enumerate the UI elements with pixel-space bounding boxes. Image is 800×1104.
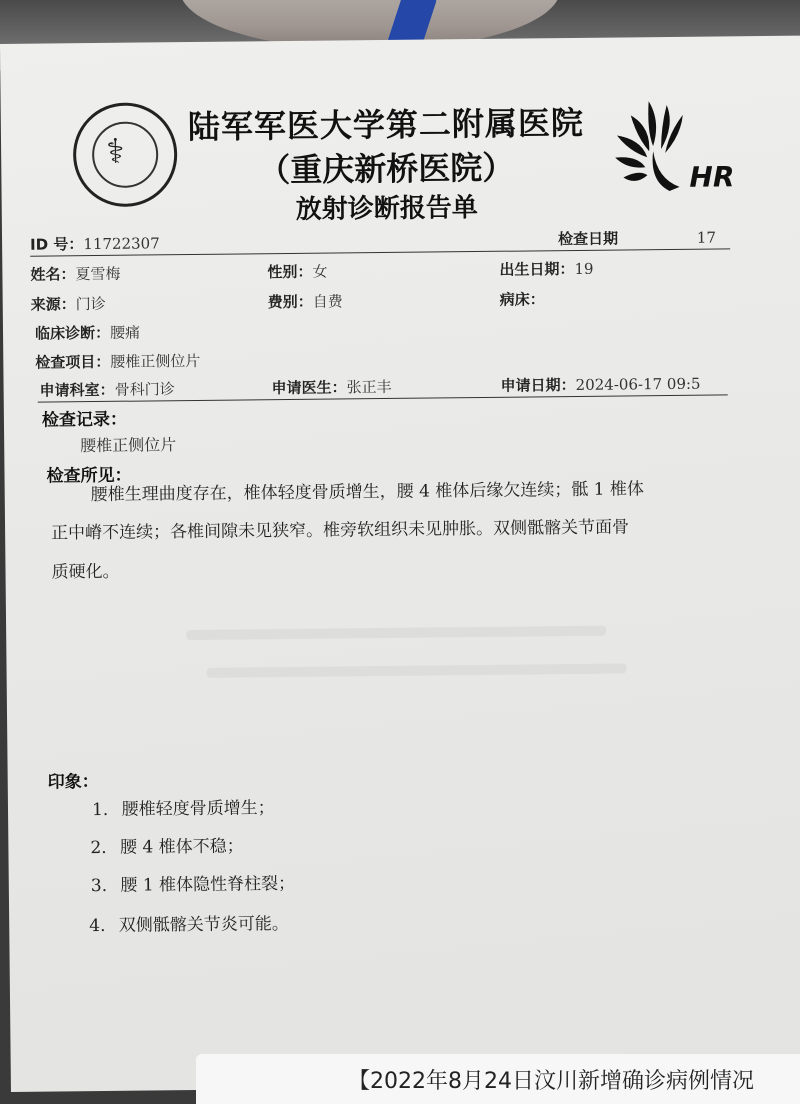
dept-row <box>40 378 175 400</box>
gender-row <box>267 261 327 283</box>
dept-value: 骨科门诊 <box>115 380 175 399</box>
report-title: 放射诊断报告单 <box>182 186 592 227</box>
apply-date-row <box>500 373 700 396</box>
source-row <box>31 293 106 315</box>
gender-value: 女 <box>312 263 327 281</box>
dept-label: 申请科室： <box>40 381 115 400</box>
source-label: 来源： <box>31 295 76 313</box>
impression-item-number: 3. <box>91 876 107 896</box>
hospital-seal <box>73 102 178 207</box>
record-content-text: 腰椎正侧位片 <box>80 435 176 455</box>
exam-item-label: 检查项目： <box>35 353 110 372</box>
impression-item-text: 腰 4 椎体不稳； <box>120 836 244 857</box>
logo-text: HR <box>689 160 734 193</box>
findings-title: 检查所见： <box>46 461 131 487</box>
clinical-dx-row <box>35 322 140 344</box>
exam-date-row <box>558 227 716 250</box>
findings-line-2: 正中嵴不连续；各椎间隙未见狭窄。椎旁软组织未见肿胀。双侧骶髂关节面骨 <box>51 509 629 552</box>
id-value: 11722307 <box>83 234 160 253</box>
apply-date-label: 申请日期： <box>501 376 576 395</box>
impression-item-number: 1. <box>92 800 108 820</box>
clinical-dx-label: 临床诊断： <box>35 324 110 343</box>
hospital-name: 陆军军医大学第二附属医院 <box>181 98 591 148</box>
seal-emblem-icon: ⚕ <box>106 132 125 172</box>
name-label: 姓名： <box>30 265 75 283</box>
bleed-through-line <box>186 626 606 640</box>
record-content <box>80 432 176 456</box>
exam-date-label: 检查日期 <box>558 230 618 249</box>
impression-item-number: 2. <box>90 838 106 858</box>
doctor-row <box>272 376 392 398</box>
impression-item <box>89 909 289 936</box>
findings-line-1: 腰椎生理曲度存在，椎体轻度骨质增生，腰 4 椎体后缘欠连续；骶 1 椎体 <box>91 471 645 514</box>
apply-date-value: 2024-06-17 09:5 <box>576 375 701 394</box>
doctor-label: 申请医生： <box>272 378 347 397</box>
seal-inner-ring <box>92 121 159 188</box>
dob-row <box>499 258 593 280</box>
findings-line-3: 质硬化。 <box>51 554 119 592</box>
source-value: 门诊 <box>76 295 106 313</box>
bed-label: 病床： <box>500 290 545 308</box>
id-row <box>30 232 160 254</box>
doctor-value: 张正丰 <box>347 378 392 396</box>
impression-item <box>92 793 275 820</box>
dob-value: 19 <box>574 260 593 278</box>
clinical-dx-value: 腰痛 <box>110 324 140 342</box>
record-title: 检查记录： <box>42 405 127 431</box>
impression-item <box>90 831 244 858</box>
gender-label: 性别： <box>267 263 312 281</box>
id-label: ID 号： <box>30 235 83 254</box>
patient-name-row <box>30 263 120 285</box>
fee-label: 费别： <box>268 293 313 311</box>
fee-value: 自费 <box>313 292 343 310</box>
impression-item-text: 双侧骶髂关节炎可能。 <box>119 914 289 936</box>
dob-label: 出生日期： <box>499 260 574 279</box>
exam-item-row <box>35 350 200 373</box>
impression-item-number: 4. <box>89 916 105 936</box>
hospital-subtitle: （重庆新桥医院） <box>181 142 591 192</box>
bleed-through-line <box>207 663 627 677</box>
impression-title: 印象： <box>48 767 99 793</box>
impression-item <box>91 869 296 896</box>
impression-item-text: 腰 1 椎体隐性脊柱裂； <box>120 874 295 896</box>
impression-item-text: 腰椎轻度骨质增生； <box>122 798 275 820</box>
fee-row <box>268 290 343 312</box>
bed-row <box>500 288 545 309</box>
name-value: 夏雪梅 <box>75 265 120 283</box>
report-paper <box>0 36 800 1092</box>
exam-date-value: 17 <box>697 229 716 247</box>
caption-text[interactable]: 【2022年8月24日汶川新增确诊病例情况 <box>348 1064 754 1095</box>
exam-item-value: 腰椎正侧位片 <box>110 352 200 371</box>
